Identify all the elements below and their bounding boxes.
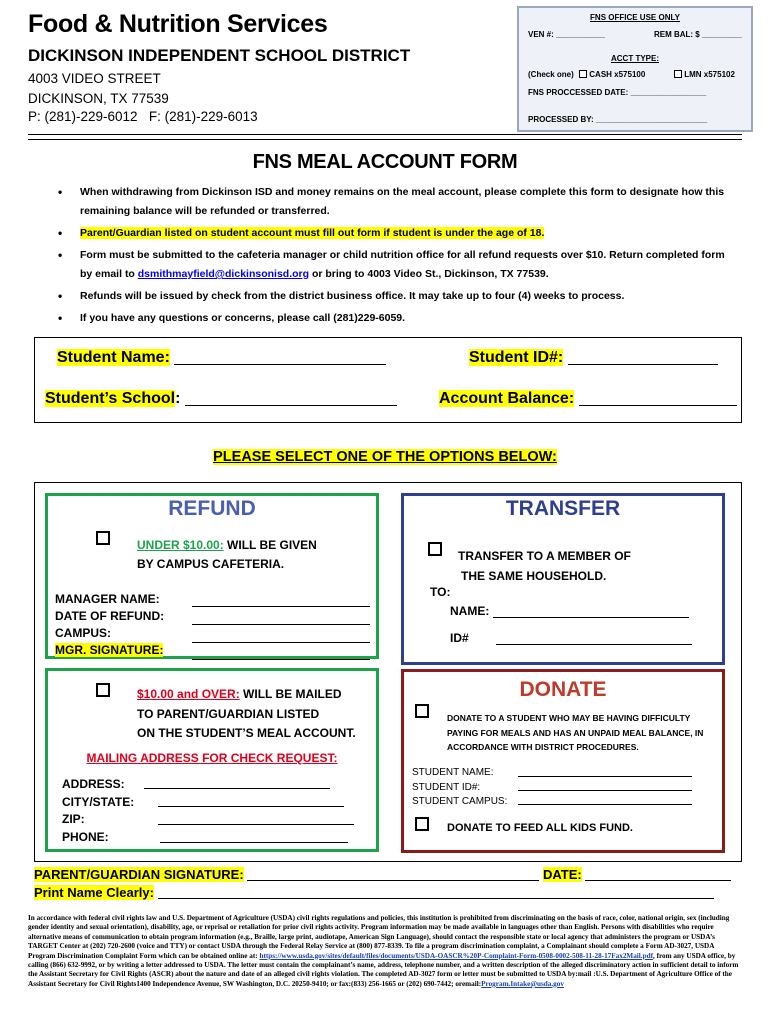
parent-signature-field[interactable] (247, 867, 539, 881)
donate-student-name-field[interactable] (518, 765, 692, 777)
donate-text: ACCORDANCE WITH DISTRICT PROCEDURES. (447, 742, 639, 752)
select-options-text: PLEASE SELECT ONE OF THE OPTIONS BELOW: (213, 449, 557, 465)
donate-text: PAYING FOR MEALS AND HAS AN UNPAID MEAL BALANCE, IN (447, 727, 704, 738)
transfer-name-label: NAME: (450, 604, 490, 618)
complaint-form-link[interactable]: https://www.usda.gov/sites/default/files/documents/USDA-OASCR%20P-Complaint-Form-0508-0002-508-11-28-17Fax2Mail.pdf (259, 951, 653, 960)
manager-name-field[interactable] (192, 592, 370, 607)
cash-label: CASH x575100 (589, 70, 646, 79)
refund-title: REFUND (168, 497, 256, 520)
instructions-list (58, 183, 738, 331)
lmn-label: LMN x575102 (684, 70, 735, 79)
mgr-signature-field[interactable] (192, 646, 370, 660)
donate-fund-checkbox[interactable] (415, 817, 429, 831)
list-item (58, 183, 738, 221)
refund-panel (45, 493, 379, 659)
list-item (58, 287, 738, 306)
list-item (58, 224, 738, 243)
date-field[interactable] (585, 867, 731, 881)
refund-mail-panel (45, 668, 379, 852)
cash-checkbox[interactable] (579, 70, 587, 78)
campus-label: CAMPUS: (55, 626, 111, 640)
refund-date-field[interactable] (192, 610, 370, 625)
account-balance-field[interactable] (579, 388, 737, 406)
check-one-label: (Check one) (528, 70, 574, 79)
kids-fund-label: DONATE TO FEED ALL KIDS FUND. (447, 822, 633, 834)
colon: : (175, 390, 181, 407)
instruction-text: Parent/Guardian listed on student account must fill out form if student is under the age of 18. (80, 227, 545, 239)
student-id-label: Student ID#: (469, 349, 564, 366)
address-line1: 4003 VIDEO STREET (28, 71, 161, 86)
student-id-field[interactable] (568, 347, 718, 365)
mgr-signature-label: MGR. SIGNATURE: (55, 643, 164, 657)
mailing-address-title: MAILING ADDRESS FOR CHECK REQUEST: (86, 751, 338, 765)
transfer-text: TRANSFER TO A MEMBER OF (458, 549, 631, 563)
under-text: BY CAMPUS CAFETERIA. (137, 557, 285, 571)
date-label: DATE: (542, 867, 582, 882)
options-box (34, 482, 742, 862)
student-info-box (34, 337, 742, 423)
select-options-title (0, 449, 770, 465)
usda-email-link[interactable]: Program.Intake@usda.gov (481, 979, 564, 988)
instruction-text: Form must be submitted to the cafeteria manager or child nutrition office for all refund requests over $10. Return completed form by email to (80, 249, 725, 280)
donate-student-id-field[interactable] (518, 779, 692, 791)
campus-field[interactable] (192, 628, 370, 643)
transfer-panel (401, 493, 725, 665)
under-text: WILL BE GIVEN (223, 538, 317, 552)
ven-field[interactable]: VEN #: ___________ (528, 30, 605, 39)
date-of-refund-label: DATE OF REFUND: (55, 609, 165, 623)
donate-title: DONATE (519, 678, 607, 701)
donate-panel (401, 669, 725, 853)
transfer-id-label: ID# (450, 631, 469, 645)
under-amount: UNDER $10.00: (137, 538, 224, 552)
donate-student-campus-label: STUDENT CAMPUS: (412, 796, 508, 807)
mail-city-state-field[interactable] (158, 793, 344, 807)
mail-address-field[interactable] (144, 775, 330, 789)
phone-fax: P: (281)-229-6012 F: (281)-229-6013 (28, 109, 258, 124)
processed-by-field[interactable]: PROCESSED BY: _________________________ (528, 115, 708, 124)
acct-type-label: ACCT TYPE: (611, 54, 659, 63)
transfer-name-field[interactable] (493, 604, 689, 618)
list-item (58, 246, 738, 284)
instruction-text: Refunds will be issued by check from the district business office. It may take up to four (4) weeks to process. (80, 290, 625, 302)
account-balance-label: Account Balance: (439, 390, 575, 407)
instruction-text: or bring to 4003 Video St., Dickinson, TX 77539. (309, 268, 549, 280)
lmn-checkbox[interactable] (674, 70, 682, 78)
student-school-label: Student’s School (45, 390, 176, 407)
list-item (58, 309, 738, 328)
rem-bal-field[interactable]: REM BAL: $ _________ (653, 30, 742, 39)
office-use-box (517, 6, 753, 132)
header-divider-2 (28, 139, 742, 140)
header-divider (28, 134, 742, 135)
over-text: ON THE STUDENT’S MEAL ACCOUNT. (137, 726, 356, 740)
transfer-id-field[interactable] (496, 631, 692, 645)
mail-zip-field[interactable] (158, 811, 354, 825)
instruction-text: When withdrawing from Dickinson ISD and money remains on the meal account, please complete this form to designate how this remaining balance will be refunded or transferred. (80, 186, 725, 217)
mail-phone-field[interactable] (160, 829, 348, 843)
over-text: TO PARENT/GUARDIAN LISTED (137, 706, 320, 721)
manager-name-label: MANAGER NAME: (55, 592, 160, 606)
mail-zip-label: ZIP: (62, 812, 85, 826)
print-name-label: Print Name Clearly: (34, 885, 154, 900)
email-link[interactable]: dsmithmayfield@dickinsonisd.org (137, 268, 310, 280)
footer-text: In accordance with federal civil rights law and U.S. Department of Agriculture (USDA) civil rights regulations and policies, this institution is prohibited from discriminating on the basis of race, color, national origin, sex (including gender identity and sexual orientation), disability, age, or reprisal or retaliation for prior civil rights activity. Program information may be made available in languages other than English. Persons with disabilities who require alternative means of communication to obtain program information (e.g., Braille, large print, audiotape, American Sign Language), should contact the responsible state or local agency that administers the program or USDA’s TARGET Center at (202) 720-2600 (voice and TTY) or contact USDA through the Federal Relay Service at (800) 877-8339. To file a program discrimination complaint, a Complainant should complete a Form AD-3027, USDA Program Discrimination Complaint Form which can be obtained online at: (28, 914, 730, 960)
donate-text: DONATE TO A STUDENT WHO MAY BE HAVING DIFFICULTY (447, 713, 691, 723)
donate-student-checkbox[interactable] (415, 704, 429, 718)
transfer-to-label: TO: (430, 585, 451, 599)
mail-address-label: ADDRESS: (62, 777, 125, 791)
over-text: WILL BE MAILED (239, 687, 342, 701)
instruction-text: If you have any questions or concerns, please call (281)229-6059. (80, 312, 406, 324)
transfer-title: TRANSFER (505, 497, 621, 520)
over-amount: $10.00 and OVER: (137, 687, 240, 701)
footer-text: , from any USDA office, by calling (866) 632-9992, or by writing a letter addressed to USDA. The letter must contain the complainant’s name, address, telephone number, and a written description of the alleged discriminatory action in sufficient detail to inform the Assistant Secretary for Civil Rights (ASCR) about the nature and date of an alleged civil rights violation. The completed AD-3027 form or letter must be submitted to USDA by:mail :U.S. Department of Agriculture Office of the Assistant Secretary for Civil Rights1400 Independence Avenue, SW Washington, D.C. 20250-9410; or fax:(833) 256-1665 or (202) 690-7442; oremail: (28, 951, 739, 988)
mail-city-state-label: CITY/STATE: (62, 794, 135, 809)
nondiscrimination-statement (28, 914, 742, 989)
student-school-field[interactable] (185, 388, 397, 406)
refund-over-checkbox[interactable] (96, 683, 110, 697)
parent-signature-label: PARENT/GUARDIAN SIGNATURE: (34, 867, 244, 882)
district-name: DICKINSON INDEPENDENT SCHOOL DISTRICT (28, 46, 411, 65)
processed-date-field[interactable]: FNS PROCCESSED DATE: _________________ (528, 88, 707, 97)
print-name-field[interactable] (158, 885, 714, 899)
student-name-label: Student Name: (57, 349, 170, 366)
page-title: Food & Nutrition Services (28, 10, 328, 38)
form-title: FNS MEAL ACCOUNT FORM (252, 151, 518, 173)
student-name-field[interactable] (174, 347, 386, 365)
donate-student-id-label: STUDENT ID#: (412, 781, 481, 793)
refund-under-checkbox[interactable] (96, 531, 110, 545)
transfer-text: THE SAME HOUSEHOLD. (461, 569, 607, 583)
donate-student-campus-field[interactable] (518, 793, 692, 805)
transfer-checkbox[interactable] (428, 542, 442, 556)
office-use-title: FNS OFFICE USE ONLY (590, 13, 680, 22)
signature-section (34, 866, 731, 902)
address-line2: DICKINSON, TX 77539 (28, 91, 169, 106)
mail-phone-label: PHONE: (62, 829, 109, 844)
donate-student-name-label: STUDENT NAME: (412, 767, 494, 778)
